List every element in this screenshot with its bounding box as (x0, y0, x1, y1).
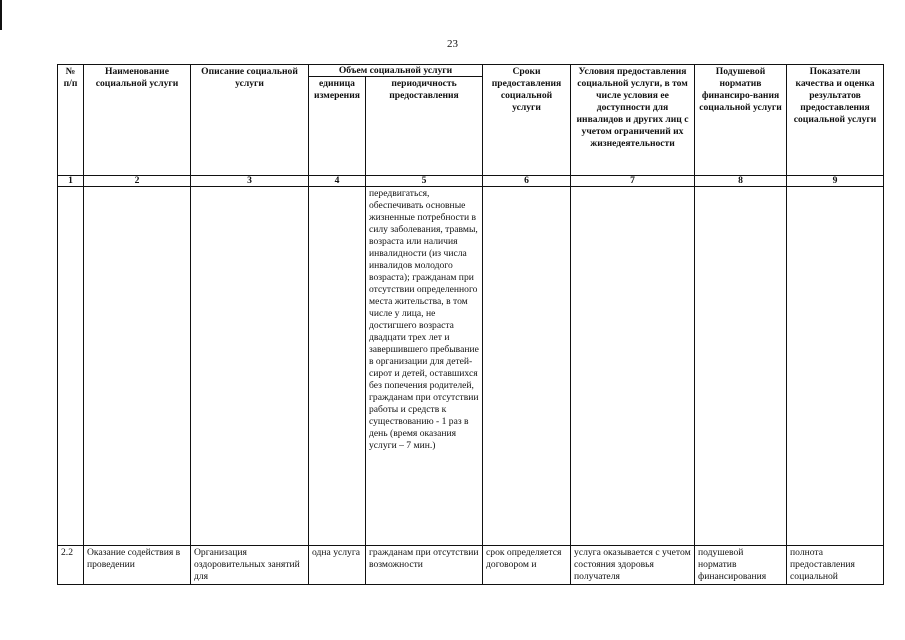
service-description-cell: Организация оздоровительных занятий для (191, 546, 309, 585)
column-number: 1 (58, 176, 84, 187)
unit-cell: одна услуга (309, 546, 366, 585)
header-service-name: Наименование социальной услуги (84, 65, 191, 176)
conditions-cell: услуга оказывается с учетом состояния здоровья получателя (571, 546, 695, 585)
quality-cell: полнота предоставления социальной (787, 546, 884, 585)
header-periodicity: периодичность предоставления (366, 77, 483, 176)
column-number: 4 (309, 176, 366, 187)
column-number: 6 (483, 176, 571, 187)
terms-cell: срок определяется договором и (483, 546, 571, 585)
header-quality-indicators: Показатели качества и оценка результатов предоставления социальной услуги (787, 65, 884, 176)
table-row-continued (58, 187, 884, 546)
header-conditions: Условия предоставления социальной услуги, в том числе условия ее доступности для инвалидов и других лиц с учетом ограничений их жизнедеятельности (571, 65, 695, 176)
column-number: 9 (787, 176, 884, 187)
column-number: 2 (84, 176, 191, 187)
header-service-description: Описание социальной услуги (191, 65, 309, 176)
header-unit: единица измерения (309, 77, 366, 176)
table-row (58, 546, 884, 585)
funding-norm-cell: подушевой норматив финансирования (695, 546, 787, 585)
header-funding-norm: Подушевой норматив финансиро-вания социальной услуги (695, 65, 787, 176)
header-row-top (58, 65, 884, 77)
row-number-cell: 2.2 (58, 546, 84, 585)
page-number: 23 (447, 38, 458, 50)
service-name-cell: Оказание содействия в проведении (84, 546, 191, 585)
periodicity-cell: передвигаться, обеспечивать основные жизненные потребности в силу заболевания, травмы, возраста или наличия инвалидности (из числа инвалидов молодого возраста); гражданам при отсутствии определенного места жительства, в том числе у лица, не достигшего возраста двадцати трех лет и завершившего пребывание в организации для детей-сирот и детей, оставшихся без попечения родителей, гражданам при отсутствии работы и средств к существованию - 1 раз в день (время оказания услуги – 7 мин.) (366, 187, 483, 546)
column-number: 5 (366, 176, 483, 187)
header-volume-group: Объем социальной услуги (309, 65, 483, 77)
column-number: 7 (571, 176, 695, 187)
periodicity-cell: гражданам при отсутствии возможности (366, 546, 483, 585)
column-number-row (58, 176, 884, 187)
header-num: № п/п (58, 65, 84, 176)
column-number: 8 (695, 176, 787, 187)
page-edge-mark (0, 0, 2, 30)
header-terms: Сроки предоставления социальной услуги (483, 65, 571, 176)
social-services-table (57, 64, 884, 585)
column-number: 3 (191, 176, 309, 187)
